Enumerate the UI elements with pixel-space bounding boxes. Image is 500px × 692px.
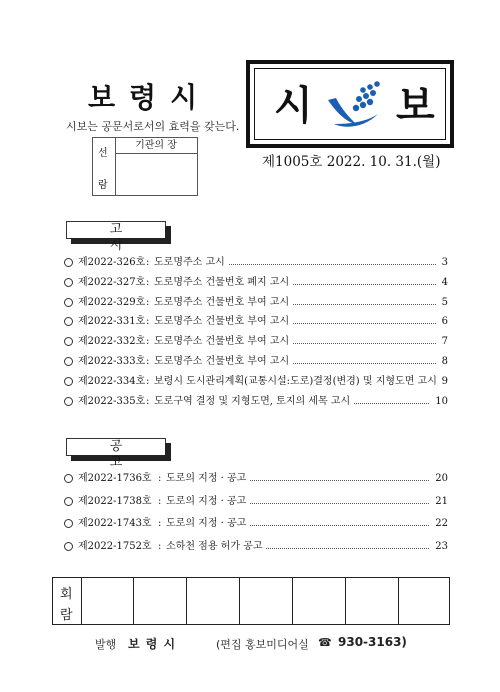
toc-separator: : bbox=[158, 495, 162, 507]
toc-row[interactable] bbox=[64, 295, 448, 311]
toc-row[interactable] bbox=[64, 471, 448, 487]
toc-page: 22 bbox=[435, 518, 448, 529]
toc-separator: : bbox=[146, 395, 150, 407]
toc-leader-dots bbox=[293, 343, 436, 344]
bullet-circle-icon bbox=[64, 278, 73, 287]
bullet-circle-icon bbox=[64, 337, 73, 346]
circulation-cell[interactable] bbox=[240, 578, 293, 624]
toc-separator: : bbox=[158, 540, 162, 552]
toc-leader-dots bbox=[250, 503, 429, 504]
toc-leader-dots bbox=[250, 480, 429, 481]
circulation-cell[interactable] bbox=[187, 578, 240, 624]
toc-page: 21 bbox=[435, 495, 448, 507]
bullet-circle-icon bbox=[64, 377, 73, 386]
approval-label-column bbox=[93, 138, 116, 195]
toc-number: 제2022-329호 bbox=[78, 296, 146, 308]
toc-page: 9 bbox=[441, 375, 448, 387]
toc-number: 제2022-326호 bbox=[78, 257, 146, 268]
toc-leader-dots bbox=[293, 323, 436, 324]
toc-leader-dots bbox=[293, 284, 436, 285]
toc-separator: : bbox=[158, 518, 162, 529]
toc-number: 제2022-1736호 bbox=[78, 473, 152, 484]
bullet-circle-icon bbox=[64, 519, 73, 528]
toc-leader-dots bbox=[293, 363, 436, 364]
toc-row[interactable] bbox=[64, 394, 448, 410]
circulation-cell[interactable] bbox=[81, 578, 134, 624]
issue-number-date: 제1005호 2022. 10. 31.(월) bbox=[262, 154, 441, 170]
toc-page: 5 bbox=[441, 296, 448, 308]
approval-label-2: 람 bbox=[98, 180, 108, 191]
toc-title: 도로의 지정 · 공고 bbox=[166, 473, 247, 484]
city-title: 보령시 bbox=[88, 81, 212, 114]
toc-leader-dots bbox=[250, 525, 429, 526]
toc-row[interactable] bbox=[64, 334, 448, 350]
editor-info: (편집 홍보미디어실 bbox=[216, 638, 309, 651]
toc-row[interactable] bbox=[64, 354, 448, 370]
toc-separator: : bbox=[146, 316, 150, 328]
toc-number: 제2022-327호 bbox=[78, 276, 146, 288]
toc-page: 4 bbox=[441, 276, 448, 288]
bullet-circle-icon bbox=[64, 542, 73, 551]
toc-page: 6 bbox=[441, 316, 448, 328]
bullet-circle-icon bbox=[64, 258, 73, 267]
section-head-title: 공 고 bbox=[67, 439, 165, 455]
toc-page: 8 bbox=[441, 356, 448, 367]
approval-label-1: 선 bbox=[98, 148, 108, 159]
toc-row[interactable] bbox=[64, 255, 448, 271]
toc-title: 도로명주소 건물번호 폐지 고시 bbox=[154, 276, 290, 288]
toc-number: 제2022-331호 bbox=[78, 316, 146, 328]
circulation-label-1: 회 bbox=[60, 587, 73, 602]
toc-title: 도로명주소 고시 bbox=[154, 257, 225, 268]
section-head-gonggo bbox=[66, 438, 166, 470]
toc-leader-dots bbox=[293, 304, 436, 305]
bullet-circle-icon bbox=[64, 397, 73, 406]
toc-title: 도로명주소 건물번호 부여 고시 bbox=[154, 336, 290, 348]
legal-notice: 시보는 공문서로서의 효력을 갖는다. bbox=[66, 120, 240, 133]
bullet-circle-icon bbox=[64, 357, 73, 366]
toc-title: 도로의 지정 · 공고 bbox=[166, 495, 247, 507]
bulletin-masthead bbox=[246, 60, 454, 148]
circulation-cell[interactable] bbox=[293, 578, 346, 624]
toc-row[interactable] bbox=[64, 275, 448, 291]
toc-title: 도로구역 결정 및 지형도면, 토지의 세목 고시 bbox=[154, 395, 351, 407]
toc-separator: : bbox=[146, 257, 150, 268]
toc-separator: : bbox=[146, 276, 150, 288]
toc-row[interactable] bbox=[64, 539, 448, 555]
publisher-name: 보 령 시 bbox=[128, 637, 177, 651]
toc-page: 20 bbox=[435, 473, 448, 484]
circulation-cell[interactable] bbox=[134, 578, 187, 624]
toc-number: 제2022-1738호 bbox=[78, 495, 152, 507]
toc-leader-dots bbox=[354, 403, 429, 404]
toc-row[interactable] bbox=[64, 374, 448, 390]
approval-box bbox=[92, 137, 198, 196]
publisher-label: 발행 bbox=[95, 638, 117, 651]
toc-row[interactable] bbox=[64, 494, 448, 510]
city-logo-icon bbox=[326, 78, 384, 132]
toc-page: 23 bbox=[435, 540, 448, 552]
bulletin-char-left: 시 bbox=[274, 83, 313, 129]
toc-separator: : bbox=[146, 296, 150, 308]
toc-number: 제2022-1743호 bbox=[78, 518, 152, 529]
section-head-gosi bbox=[66, 221, 166, 253]
section-head-title: 고 시 bbox=[67, 222, 165, 238]
toc-separator: : bbox=[158, 473, 162, 484]
toc-row[interactable] bbox=[64, 516, 448, 532]
toc-title: 도로명주소 건물번호 부여 고시 bbox=[154, 316, 290, 328]
toc-separator: : bbox=[146, 336, 150, 348]
circulation-table bbox=[52, 577, 450, 625]
toc-separator: : bbox=[146, 375, 150, 387]
toc-page: 3 bbox=[441, 257, 448, 268]
toc-title: 도로명주소 건물번호 부여 고시 bbox=[154, 296, 290, 308]
toc-leader-dots bbox=[229, 264, 436, 265]
toc-page: 7 bbox=[441, 336, 448, 348]
phone-icon: ☎ bbox=[318, 636, 332, 649]
toc-row[interactable] bbox=[64, 314, 448, 330]
circulation-label-2: 람 bbox=[60, 608, 73, 623]
phone-number: 930-3163) bbox=[338, 635, 407, 649]
toc-number: 제2022-332호 bbox=[78, 336, 146, 348]
toc-title: 도로명주소 건물번호 부여 고시 bbox=[154, 356, 290, 367]
toc-title: 보령시 도시관리계획(교통시설:도로)결정(변경) 및 지형도면 고시 bbox=[154, 375, 437, 387]
toc-title: 소하천 점용 허가 공고 bbox=[166, 540, 263, 552]
bullet-circle-icon bbox=[64, 298, 73, 307]
toc-title: 도로의 지정 · 공고 bbox=[166, 518, 247, 529]
toc-separator: : bbox=[146, 356, 150, 367]
toc-leader-dots bbox=[266, 548, 429, 549]
toc-number: 제2022-1752호 bbox=[78, 540, 152, 552]
toc-number: 제2022-333호 bbox=[78, 356, 146, 367]
bulletin-char-right: 보 bbox=[396, 83, 435, 129]
circulation-label bbox=[53, 578, 82, 624]
circulation-cell[interactable] bbox=[346, 578, 399, 624]
toc-number: 제2022-335호 bbox=[78, 395, 146, 407]
toc-number: 제2022-334호 bbox=[78, 375, 146, 387]
bullet-circle-icon bbox=[64, 317, 73, 326]
bullet-circle-icon bbox=[64, 497, 73, 506]
toc-page: 10 bbox=[435, 395, 448, 407]
bullet-circle-icon bbox=[64, 474, 73, 483]
approval-head: 기관의 장 bbox=[115, 138, 197, 154]
